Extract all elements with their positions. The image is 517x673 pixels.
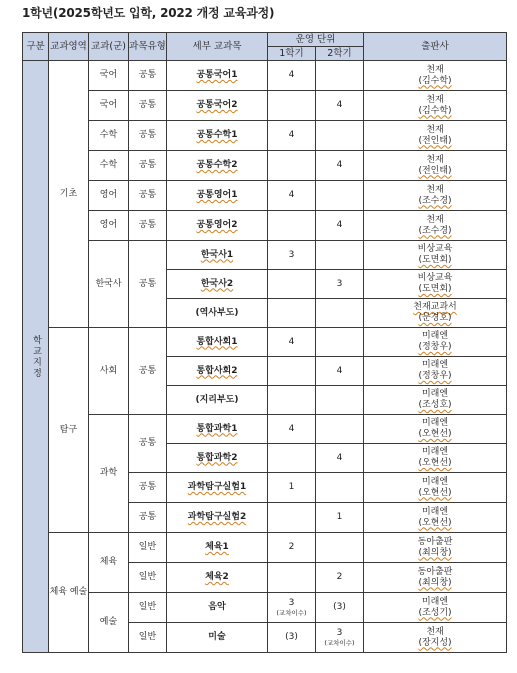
sem2-cell: 4	[316, 444, 364, 473]
sem1-cell: 1	[268, 473, 316, 503]
sem1-cell	[268, 357, 316, 386]
header-subject-group: 교과(군)	[89, 33, 129, 61]
publisher-cell: 미래엔 (조성기)	[364, 593, 507, 623]
course-cell: 한국사2	[167, 270, 268, 299]
sem2-cell: 4	[316, 211, 364, 241]
area-inquiry: 탐구	[49, 328, 89, 533]
type-cell: 공통	[129, 151, 167, 181]
sem1-cell: 4	[268, 328, 316, 357]
sem1-cell: 4	[268, 415, 316, 444]
course-cell: 통합사회1	[167, 328, 268, 357]
sem1-cell	[268, 151, 316, 181]
sem1-cell	[268, 444, 316, 473]
sem2-cell	[316, 241, 364, 270]
group-history: 한국사	[89, 241, 129, 328]
sem1-cell: 4	[268, 181, 316, 211]
type-cell: 일반	[129, 563, 167, 593]
course-cell: 미술	[167, 623, 268, 653]
header-publisher: 출판사	[364, 33, 507, 61]
sem1-cell	[268, 91, 316, 121]
sem1-cell	[268, 299, 316, 328]
curriculum-table	[22, 32, 507, 653]
type-cell: 공통	[129, 121, 167, 151]
header-sem1: 1학기	[268, 47, 316, 61]
sem1-cell	[268, 386, 316, 415]
course-cell: 공통영어1	[167, 181, 268, 211]
publisher-cell: 천재교과서 (문경호)	[364, 299, 507, 328]
sem1-cell: (3)	[268, 623, 316, 653]
course-cell: (역사부도)	[167, 299, 268, 328]
sem2-cell	[316, 415, 364, 444]
area-pe-arts: 체육 예술	[49, 533, 89, 653]
type-cell: 공통	[129, 473, 167, 503]
sem1-cell	[268, 211, 316, 241]
publisher-cell: 천재 (김수학)	[364, 61, 507, 91]
sem2-cell: 4	[316, 151, 364, 181]
sem1-cell: 4	[268, 61, 316, 91]
course-cell: 공통수학2	[167, 151, 268, 181]
sem2-cell: (3)	[316, 593, 364, 623]
sem2-cell: 2	[316, 563, 364, 593]
group-arts: 예술	[89, 593, 129, 653]
course-cell: 과학탐구실험1	[167, 473, 268, 503]
course-cell: 공통영어2	[167, 211, 268, 241]
header-sem2: 2학기	[316, 47, 364, 61]
sem1-cell: 2	[268, 533, 316, 563]
sem2-cell	[316, 121, 364, 151]
publisher-cell: 동아출판 (최의창)	[364, 533, 507, 563]
sem1-cell	[268, 270, 316, 299]
publisher-cell: 미래엔 (오현선)	[364, 473, 507, 503]
course-cell: 공통수학1	[167, 121, 268, 151]
sem2-cell: 4	[316, 91, 364, 121]
publisher-cell: 천재 (조수경)	[364, 211, 507, 241]
publisher-cell: 비상교육 (도면회)	[364, 270, 507, 299]
course-cell: 한국사1	[167, 241, 268, 270]
group-cell: 영어	[89, 211, 129, 241]
publisher-cell: 동아출판 (최의창)	[364, 563, 507, 593]
course-cell: 음악	[167, 593, 268, 623]
publisher-cell: 천재 (장지성)	[364, 623, 507, 653]
publisher-cell: 미래엔 (정창우)	[364, 357, 507, 386]
group-cell: 수학	[89, 121, 129, 151]
publisher-cell: 천재 (전인태)	[364, 151, 507, 181]
group-cell: 영어	[89, 181, 129, 211]
sem1-cell: 3	[268, 241, 316, 270]
group-cell: 수학	[89, 151, 129, 181]
sem1-cell: 4	[268, 121, 316, 151]
type-cell: 공통	[129, 91, 167, 121]
publisher-cell: 미래엔 (조성호)	[364, 386, 507, 415]
publisher-cell: 천재 (조수경)	[364, 181, 507, 211]
sem2-cell: 3 (교차이수)	[316, 623, 364, 653]
group-science: 과학	[89, 415, 129, 533]
course-cell: 통합사회2	[167, 357, 268, 386]
course-cell: 통합과학1	[167, 415, 268, 444]
type-cell: 공통	[129, 61, 167, 91]
sem2-cell	[316, 61, 364, 91]
type-cell: 공통	[129, 211, 167, 241]
publisher-cell: 미래엔 (오현선)	[364, 415, 507, 444]
page-title: 1학년(2025학년도 입학, 2022 개정 교육과정)	[22, 6, 275, 20]
sem2-cell: 3	[316, 270, 364, 299]
category-cell: 학교지정	[23, 61, 49, 653]
group-cell: 국어	[89, 61, 129, 91]
group-cell: 국어	[89, 91, 129, 121]
header-area: 교과영역	[49, 33, 89, 61]
type-cell: 공통	[129, 181, 167, 211]
sem1-cell: 3 (교차이수)	[268, 593, 316, 623]
header-category: 구분	[23, 33, 49, 61]
course-cell: (지리부도)	[167, 386, 268, 415]
publisher-cell: 미래엔 (오현선)	[364, 444, 507, 473]
course-cell: 공통국어2	[167, 91, 268, 121]
header-course-type: 과목유형	[129, 33, 167, 61]
publisher-cell: 미래엔 (오현선)	[364, 503, 507, 533]
sem1-cell	[268, 563, 316, 593]
sem2-cell: 1	[316, 503, 364, 533]
sem2-cell	[316, 299, 364, 328]
header-course: 세부 교과목	[167, 33, 268, 61]
course-cell: 체육1	[167, 533, 268, 563]
area-basic: 기초	[49, 61, 89, 328]
type-cell: 공통	[129, 503, 167, 533]
course-cell: 통합과학2	[167, 444, 268, 473]
type-cell: 공통	[129, 415, 167, 473]
header-units: 운영 단위	[268, 33, 364, 47]
sem1-cell	[268, 503, 316, 533]
publisher-cell: 미래엔 (정창우)	[364, 328, 507, 357]
type-cell: 일반	[129, 593, 167, 623]
course-cell: 공통국어1	[167, 61, 268, 91]
type-cell: 공통	[129, 241, 167, 328]
type-cell: 일반	[129, 623, 167, 653]
group-pe: 체육	[89, 533, 129, 593]
publisher-cell: 천재 (전인태)	[364, 121, 507, 151]
type-cell: 일반	[129, 533, 167, 563]
course-cell: 과학탐구실험2	[167, 503, 268, 533]
publisher-cell: 천재 (김수학)	[364, 91, 507, 121]
sem2-cell: 4	[316, 357, 364, 386]
sem2-cell	[316, 473, 364, 503]
sem2-cell	[316, 533, 364, 563]
course-cell: 체육2	[167, 563, 268, 593]
group-social: 사회	[89, 328, 129, 415]
publisher-cell: 비상교육 (도면회)	[364, 241, 507, 270]
sem2-cell	[316, 386, 364, 415]
sem2-cell	[316, 181, 364, 211]
type-cell: 공통	[129, 328, 167, 415]
sem2-cell	[316, 328, 364, 357]
